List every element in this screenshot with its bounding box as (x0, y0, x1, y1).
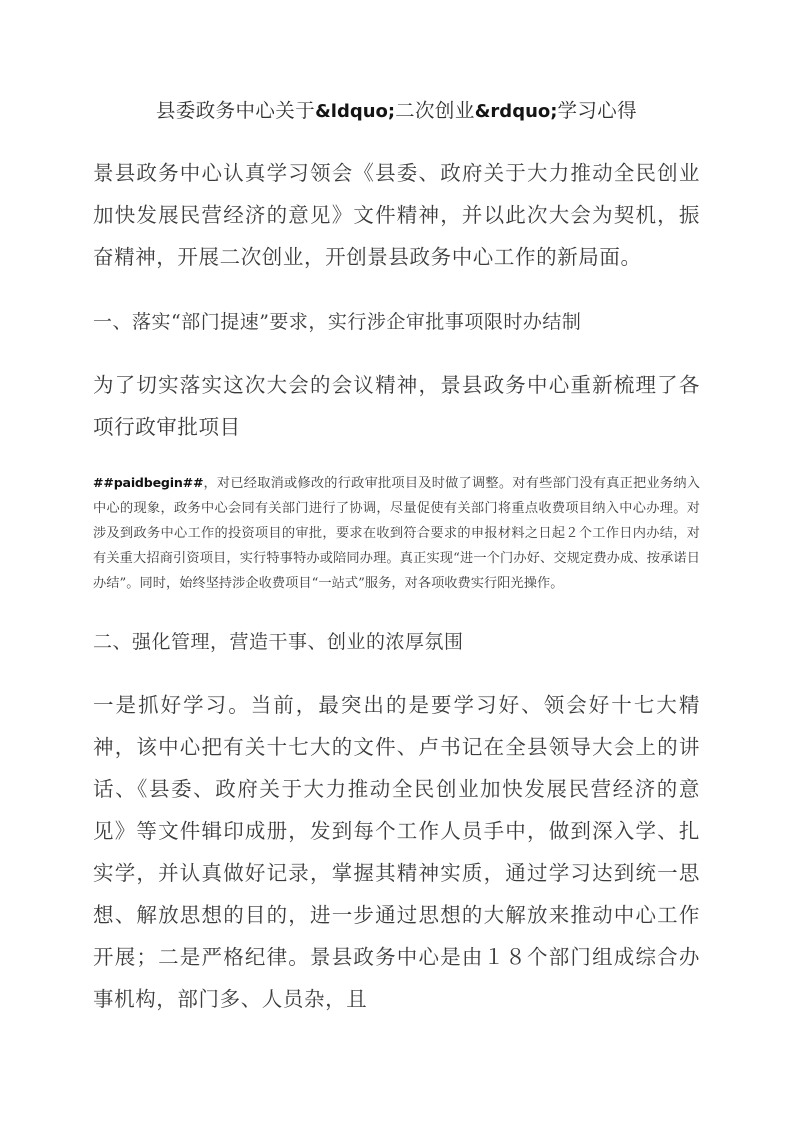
title-suffix-text: 学习心得 (557, 99, 638, 122)
paid-note-paragraph (93, 470, 700, 596)
title-right-quote-entity: &rdquo; (474, 101, 558, 122)
title-middle-text: 二次创业 (395, 99, 475, 122)
paid-note-text: ，对已经取消或修改的行政审批项目及时做了调整。对有些部门没有真正把业务纳入中心的现象，政务中心会同有关部门进行了协调，尽量促使有关部门将重点收费项目纳入中心办理。对涉及到政务中心工作的投资项目的审批，要求在收到符合要求的申报材料之日起２个工作日内办结，对有关重大招商引资项目，实行特事特办或陪同办理。真正实现“进一个门办好、交规定费办成、按承诺日办结”。同时，始终坚持涉企收费项目“一站式”服务，对各项收费实行阳光操作。 (93, 476, 700, 591)
section-heading-two: 二、强化管理，营造干事、创业的浓厚氛围 (93, 631, 464, 653)
section-heading-one: 一、落实“部门提速”要求，实行涉企审批事项限时办结制 (93, 311, 582, 333)
intro-paragraph: 景县政务中心认真学习领会《县委、政府关于大力推动全民创业加快发展民营经济的意见》文件精神，并以此次大会为契机，振奋精神，开展二次创业，开创景县政务中心工作的新局面。 (93, 161, 700, 269)
paid-begin-marker: ##paidbegin## (93, 475, 204, 490)
section-two-paragraph: 一是抓好学习。当前，最突出的是要学习好、领会好十七大精神，该中心把有关十七大的文件、卢书记在全县领导大会上的讲话、《县委、政府关于大力推动全民创业加快发展民营经济的意见》等文件辑印成册，发到每个工作人员手中，做到深入学、扎实学，并认真做好记录，掌握其精神实质，通过学习达到统一思想、解放思想的目的，进一步通过思想的大解放来推动中心工作开展；二是严格纪律。景县政务中心是由１８个部门组成综合办事机构，部门多、人员杂，且 (93, 693, 700, 1011)
title-prefix-text: 县委政务中心关于 (155, 99, 316, 122)
section-one-paragraph: 为了切实落实这次大会的会议精神，景县政务中心重新梳理了各项行政审批项目 (93, 373, 700, 439)
page-title (93, 0, 700, 127)
title-left-quote-entity: &ldquo; (315, 101, 396, 122)
